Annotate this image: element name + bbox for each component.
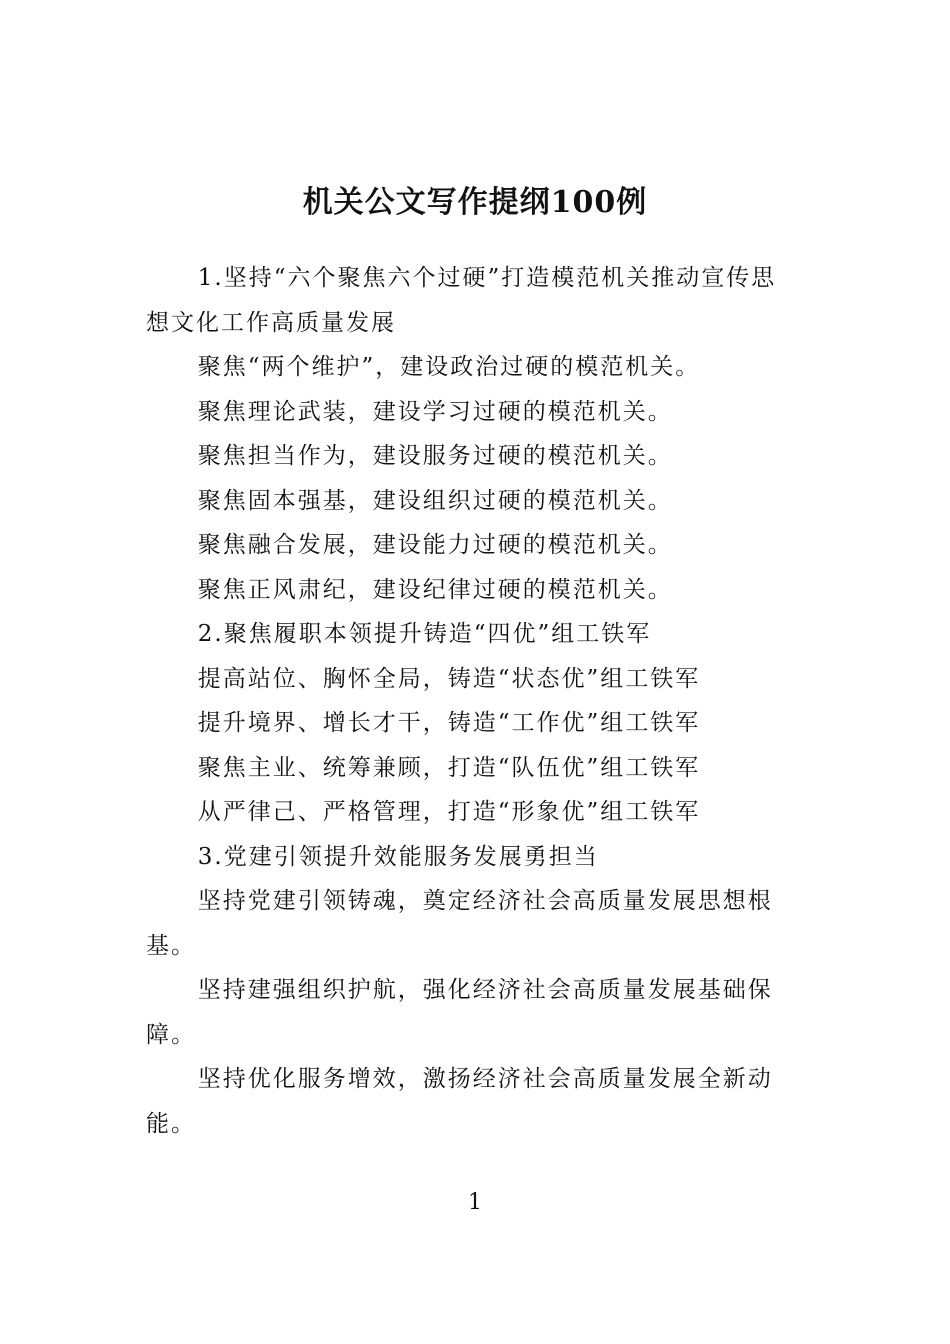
document-body	[146, 256, 786, 1146]
outline-item: 提升境界、增长才干，铸造“工作优”组工铁军	[197, 710, 701, 736]
outline-item: 聚焦固本强基，建设组织过硬的模范机关。	[197, 487, 673, 514]
outline-item: 聚焦融合发展，建设能力过硬的模范机关。	[197, 532, 673, 558]
document-title: 机关公文写作提纲100例	[302, 185, 648, 221]
outline-item: 提高站位、胸怀全局，铸造“状态优”组工铁军	[197, 665, 701, 692]
outline-item: 聚焦主业、统筹兼顾，打造“队伍优”组工铁军	[197, 754, 701, 781]
outline-item: 坚持优化服务增效，激扬经济社会高质量发展全新动能。	[146, 1066, 773, 1137]
outline-item: 从严律己、严格管理，打造“形象优”组工铁军	[197, 799, 701, 825]
outline-item: 坚持建强组织护航，强化经济社会高质量发展基础保障。	[146, 977, 773, 1048]
outline-heading-2: 2.聚焦履职本领提升铸造“四优”组工铁军	[197, 621, 652, 647]
page-number: 1	[468, 1190, 482, 1215]
outline-item: 聚焦担当作为，建设服务过硬的模范机关。	[197, 443, 673, 469]
outline-heading-3: 3.党建引领提升效能服务发展勇担当	[197, 843, 599, 870]
outline-item: 聚焦理论武装，建设学习过硬的模范机关。	[197, 398, 673, 425]
outline-heading-1: 1.坚持“六个聚焦六个过硬”打造模范机关推动宣传思想文化工作高质量发展	[146, 265, 777, 336]
outline-item: 聚焦正风肃纪，建设纪律过硬的模范机关。	[197, 576, 673, 603]
outline-item: 聚焦“两个维护”，建设政治过硬的模范机关。	[197, 354, 701, 380]
outline-item: 坚持党建引领铸魂，奠定经济社会高质量发展思想根基。	[146, 888, 773, 959]
